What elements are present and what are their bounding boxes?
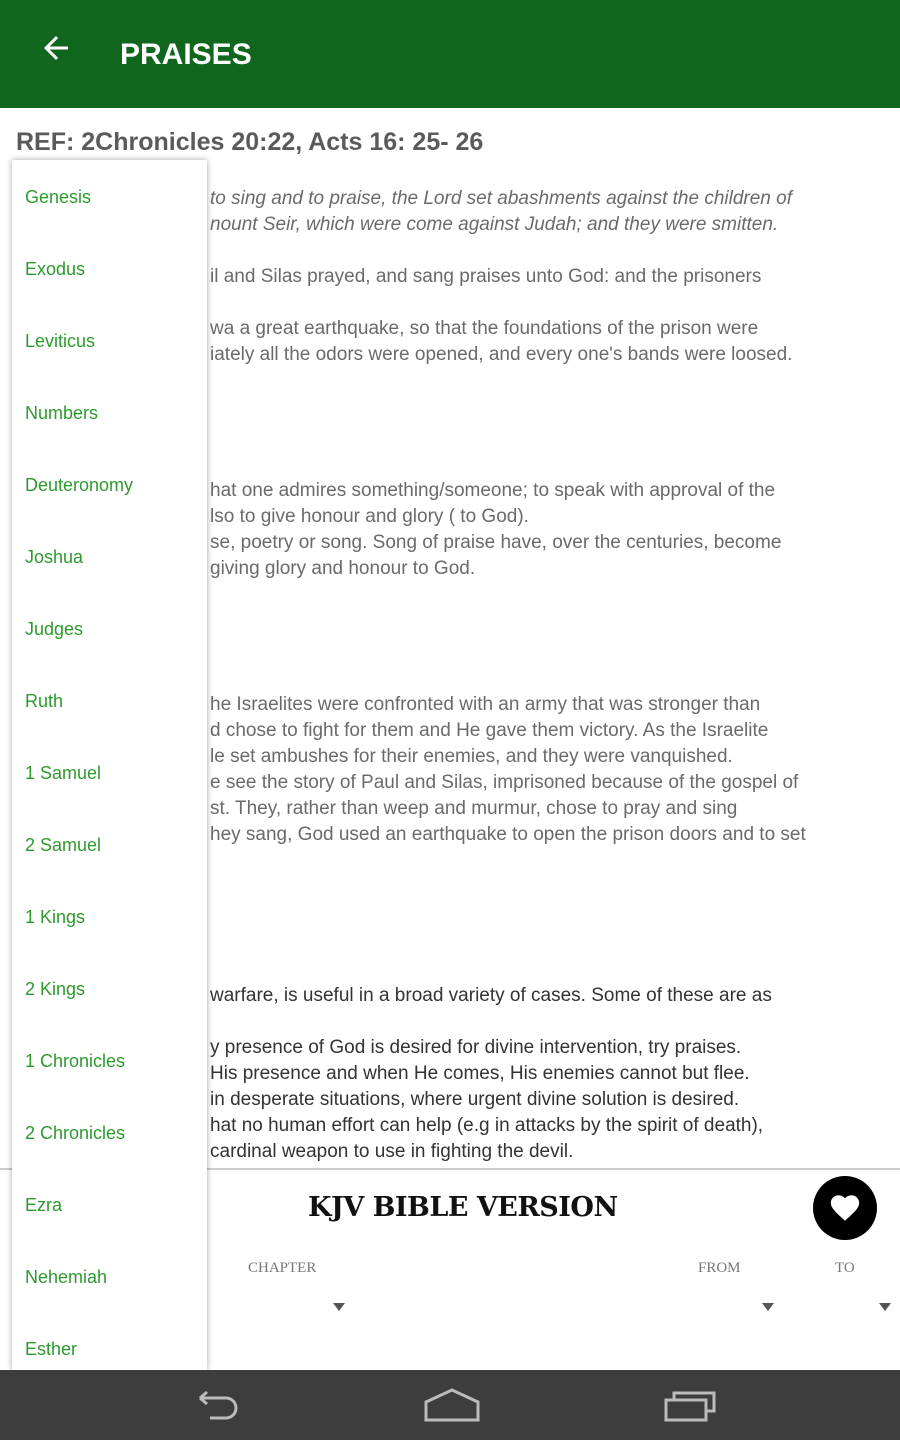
- page-title: PRAISES: [120, 38, 252, 71]
- content-line: nount Seir, which were come against Judah; and they were smitten.: [210, 214, 779, 235]
- system-nav-bar: [0, 1370, 900, 1440]
- to-dropdown[interactable]: [879, 1303, 891, 1311]
- book-item-joshua[interactable]: Joshua: [25, 547, 84, 567]
- home-nav-icon[interactable]: [422, 1384, 482, 1428]
- content-line: hat no human effort can help (e.g in attacks by the spirit of death),: [210, 1115, 764, 1136]
- book-item-esther[interactable]: Esther: [25, 1339, 78, 1359]
- content-line: lso to give honour and glory ( to God).: [210, 506, 529, 527]
- content-line: le set ambushes for their enemies, and they were vanquished.: [210, 746, 733, 767]
- arrow-left-icon: [38, 30, 74, 66]
- book-item-genesis[interactable]: Genesis: [25, 187, 92, 207]
- book-dropdown-list[interactable]: [12, 160, 207, 1370]
- to-label: TO: [835, 1260, 855, 1276]
- content-line: d chose to fight for them and He gave them victory. As the Israelite: [210, 720, 769, 741]
- content-line: he Israelites were confronted with an army that was stronger than: [210, 694, 761, 715]
- content-line: hat one admires something/someone; to speak with approval of the: [210, 480, 776, 501]
- favorite-button[interactable]: [813, 1176, 877, 1240]
- content-line: to sing and to praise, the Lord set abashments against the children of: [210, 188, 792, 209]
- book-item-1-samuel[interactable]: 1 Samuel: [25, 763, 102, 783]
- book-item-ruth[interactable]: Ruth: [25, 691, 64, 711]
- content-line: st. They, rather than weep and murmur, chose to pray and sing: [210, 798, 738, 819]
- book-item-2-chronicles[interactable]: 2 Chronicles: [25, 1123, 126, 1143]
- book-item-2-samuel[interactable]: 2 Samuel: [25, 835, 102, 855]
- content-line: wa a great earthquake, so that the foundations of the prison were: [210, 318, 759, 339]
- book-item-leviticus[interactable]: Leviticus: [25, 331, 96, 351]
- content-line: His presence and when He comes, His enemies cannot but flee.: [210, 1063, 750, 1084]
- book-item-deuteronomy[interactable]: Deuteronomy: [25, 475, 134, 495]
- content-line: hey sang, God used an earthquake to open the prison doors and to set: [210, 824, 806, 845]
- heart-icon: [828, 1191, 862, 1225]
- content-line: in desperate situations, where urgent divine solution is desired.: [210, 1089, 740, 1110]
- content-line: il and Silas prayed, and sang praises unto God: and the prisoners: [210, 266, 762, 287]
- content-line: iately all the odors were opened, and every one's bands were loosed.: [210, 344, 793, 365]
- book-item-nehemiah[interactable]: Nehemiah: [25, 1267, 108, 1287]
- chapter-label: CHAPTER: [248, 1260, 317, 1276]
- content-line: cardinal weapon to use in fighting the devil.: [210, 1141, 574, 1162]
- scripture-reference: REF: 2Chronicles 20:22, Acts 16: 25- 26: [16, 128, 484, 156]
- content-line: y presence of God is desired for divine intervention, try praises.: [210, 1037, 742, 1058]
- back-nav-icon[interactable]: [186, 1384, 242, 1428]
- recents-nav-icon[interactable]: [662, 1384, 720, 1428]
- content-line: e see the story of Paul and Silas, imprisoned because of the gospel of: [210, 772, 799, 793]
- book-item-judges[interactable]: Judges: [25, 619, 84, 639]
- book-item-numbers[interactable]: Numbers: [25, 403, 99, 423]
- chapter-dropdown[interactable]: [333, 1303, 345, 1311]
- book-item-exodus[interactable]: Exodus: [25, 259, 86, 279]
- book-item-ezra[interactable]: Ezra: [25, 1195, 63, 1215]
- version-title: KJV BIBLE VERSION: [308, 1192, 618, 1223]
- book-item-2-kings[interactable]: 2 Kings: [25, 979, 86, 999]
- from-dropdown[interactable]: [762, 1303, 774, 1311]
- book-item-1-chronicles[interactable]: 1 Chronicles: [25, 1051, 126, 1071]
- content-line: giving glory and honour to God.: [210, 558, 476, 579]
- back-button[interactable]: [38, 30, 74, 66]
- from-label: FROM: [698, 1260, 741, 1276]
- content-line: warfare, is useful in a broad variety of cases. Some of these are as: [210, 985, 772, 1006]
- content-line: se, poetry or song. Song of praise have, over the centuries, become: [210, 532, 782, 553]
- book-item-1-kings[interactable]: 1 Kings: [25, 907, 86, 927]
- app-bar: [0, 0, 900, 108]
